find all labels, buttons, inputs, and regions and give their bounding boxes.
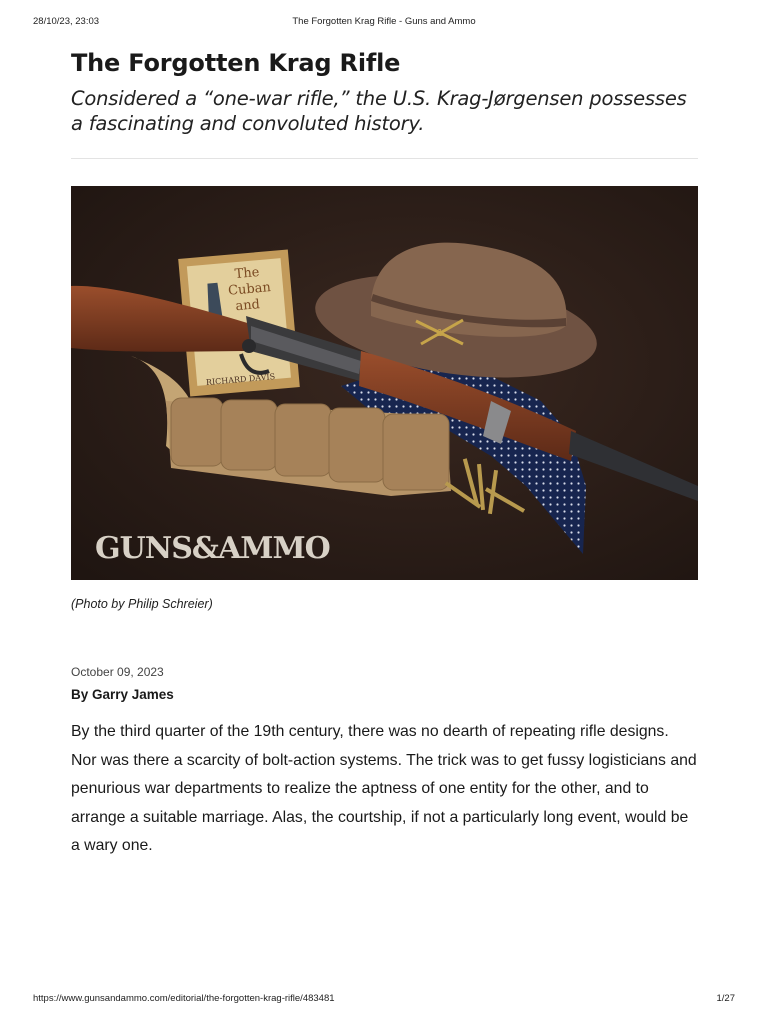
page-number: 1/27 [716, 993, 735, 1004]
hero-image [71, 186, 698, 580]
publish-date: October 09, 2023 [71, 665, 164, 679]
svg-text:1: 1 [437, 328, 444, 339]
print-url: https://www.gunsandammo.com/editorial/the-forgotten-krag-rifle/483481 [33, 993, 335, 1004]
svg-text:and: and [234, 297, 261, 315]
print-datetime: 28/10/23, 23:03 [33, 16, 100, 27]
header-divider [71, 158, 698, 159]
print-footer [33, 993, 735, 1007]
article [71, 48, 698, 861]
article-body-paragraph: By the third quarter of the 19th century, there was no dearth of repeating rifle designs. Nor was there a scarcity of bolt-action systems. The trick was to get fussy logisticians and penurious war departments to realize the aptness of one entity for the other, and to arrange a suitable marriage. Alas, the courtship, if not a particularly long event, would be a wary one. [71, 723, 697, 855]
author-byline: By Garry James [71, 687, 174, 702]
svg-text:The: The [234, 265, 261, 283]
article-title: The Forgotten Krag Rifle [71, 49, 401, 77]
svg-text:RICHARD DAVIS: RICHARD DAVIS [205, 372, 276, 388]
svg-text:Cuban: Cuban [227, 280, 272, 299]
image-logo: GUNS&AMMO [95, 531, 330, 566]
image-caption: (Photo by Philip Schreier) [71, 597, 213, 611]
print-header [33, 16, 735, 30]
print-doc-title: The Forgotten Krag Rifle - Guns and Ammo [292, 16, 476, 27]
article-subtitle: Considered a “one-war rifle,” the U.S. Krag-Jørgensen possesses a fascinating and convoluted history. [71, 87, 687, 135]
